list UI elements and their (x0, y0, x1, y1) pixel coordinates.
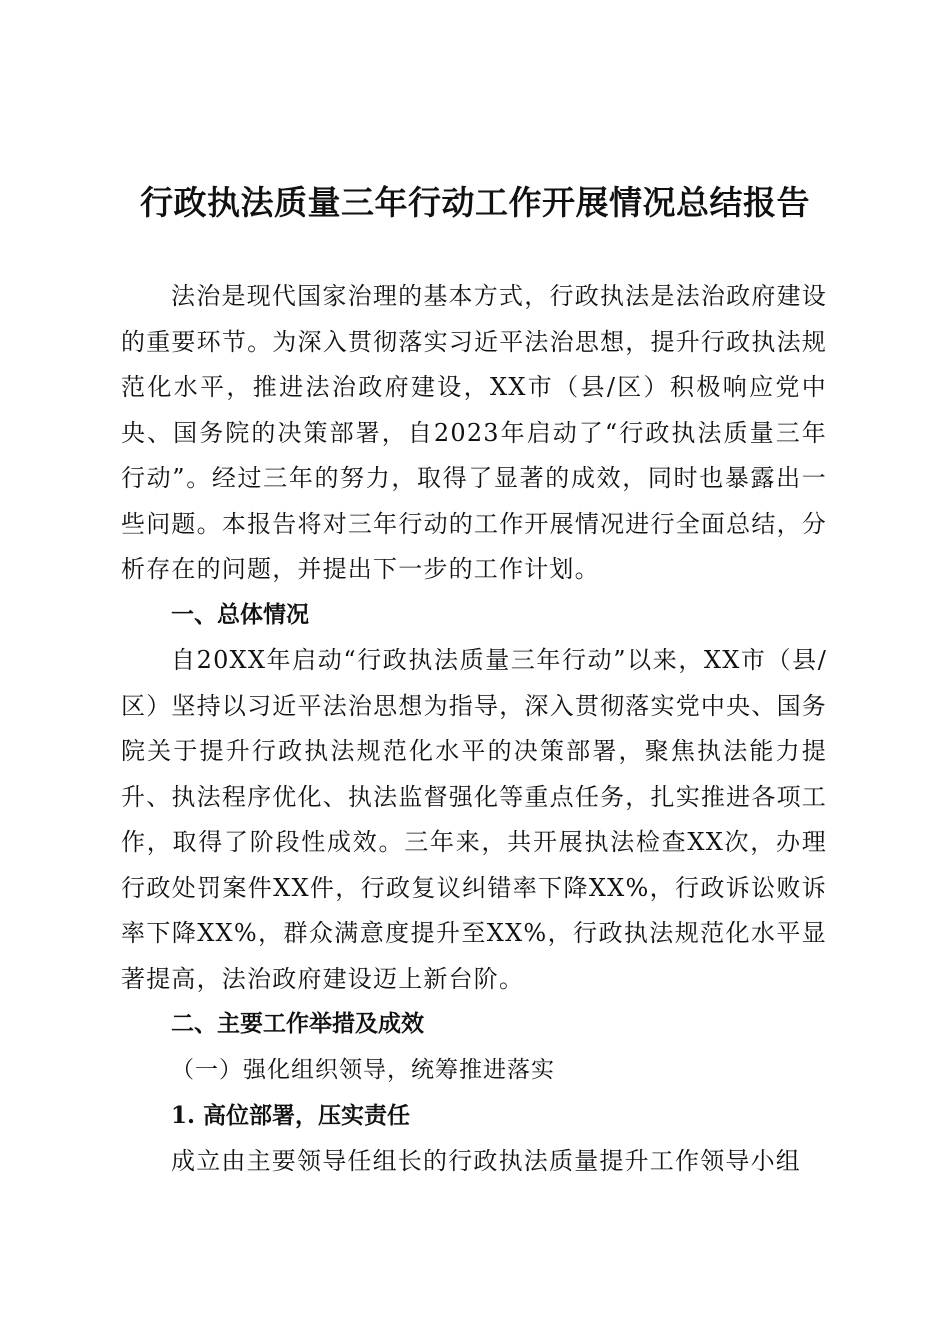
document-title: 行政执法质量三年行动工作开展情况总结报告 (140, 183, 810, 222)
item1-paragraph: 成立由主要领导任组长的行政执法质量提升工作领导小组 (171, 1146, 801, 1175)
subsection1-heading: （一）强化组织领导，统筹推进落实 (171, 1056, 555, 1083)
document-body (121, 274, 827, 1184)
section2-heading: 二、主要工作举措及成效 (171, 1011, 424, 1037)
item1-heading: 1. 高位部署，压实责任 (171, 1102, 411, 1129)
section1-paragraph: 自20XX年启动“行政执法质量三年行动”以来，XX市（县/区）坚持以习近平法治思想为指导，深入贯彻落实党中央、国务院关于提升行政执法规范化水平的决策部署，聚焦执法能力提升、执法程序优化、执法监督强化等重点任务，扎实推进各项工作，取得了阶段性成效。三年来，共开展执法检查XX次，办理行政处罚案件XX件，行政复议纠错率下降XX%，行政诉讼败诉率下降XX%，群众满意度提升至XX%，行政执法规范化水平显著提高，法治政府建设迈上新台阶。 (121, 646, 827, 993)
intro-paragraph: 法治是现代国家治理的基本方式，行政执法是法治政府建设的重要环节。为深入贯彻落实习近平法治思想，提升行政执法规范化水平，推进法治政府建设，XX市（县/区）积极响应党中央、国务院的决策部署，自2023年启动了“行政执法质量三年行动”。经过三年的努力，取得了显著的成效，同时也暴露出一些问题。本报告将对三年行动的工作开展情况进行全面总结，分析存在的问题，并提出下一步的工作计划。 (121, 282, 827, 583)
section1-heading: 一、总体情况 (171, 601, 309, 628)
